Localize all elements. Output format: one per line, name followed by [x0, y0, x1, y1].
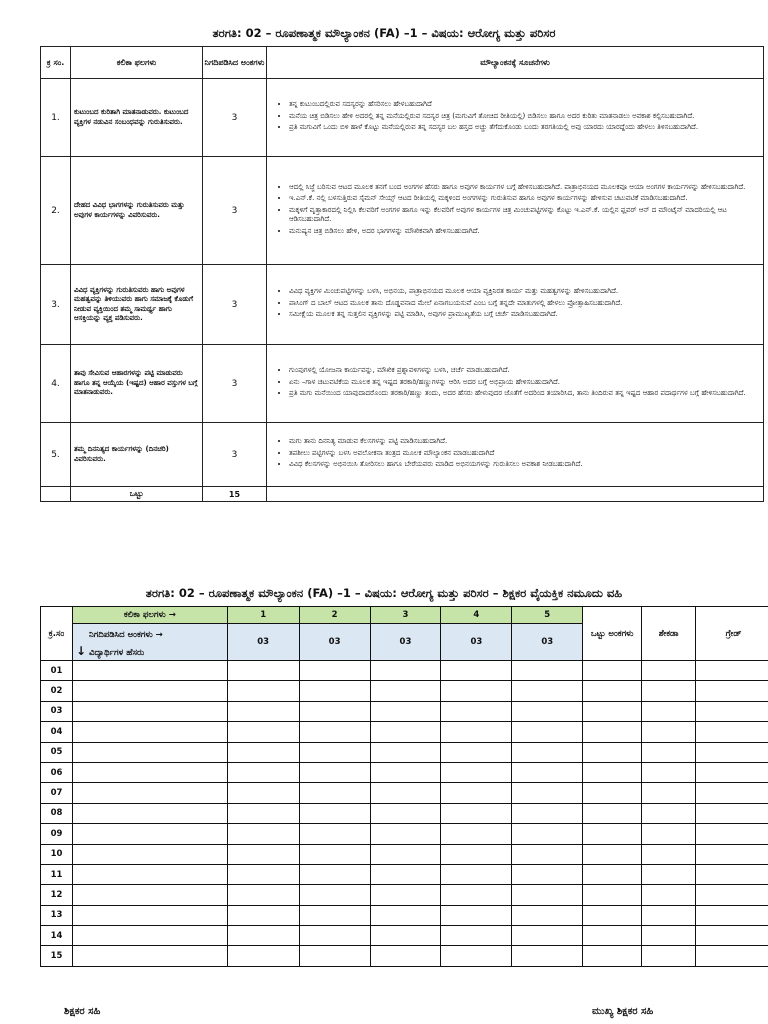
indicator-item: • ಗುಂಪುಗಳಲ್ಲಿ ಯೋಜನಾ ಕಾರ್ಯವನ್ನು, ಮೌಖಿಕ ಪ್ರಶ್ನಾವಳಿಗಳನ್ನು ಬಳಸಿ, ಚರ್ಚೆ ಮಾಡಬಹುದಾಗಿದೆ.: [289, 366, 759, 375]
score-cell[interactable]: [583, 905, 642, 925]
row-number: 11: [41, 864, 73, 884]
indicator-item: • ಮನುಷ್ಯನ ಚಿತ್ರ ಬಿಡಿಸಲು ಹೇಳಿ, ಅದರ ಭಾಗಗಳನ್ನು ಮೌಖಿಕವಾಗಿ ಹೇಳಿಸಬಹುದಾಗಿದೆ.: [289, 227, 759, 236]
student-name-cell[interactable]: [72, 722, 227, 742]
score-cell[interactable]: [696, 701, 768, 721]
row-number: 10: [41, 844, 73, 864]
score-cell[interactable]: [642, 946, 696, 966]
score-cell[interactable]: [583, 742, 642, 762]
indicator-list: [267, 364, 763, 402]
score-cell[interactable]: [370, 661, 441, 681]
student-row: [41, 905, 768, 925]
score-cell[interactable]: [370, 926, 441, 946]
score-cell[interactable]: [696, 905, 768, 925]
student-name-cell[interactable]: [72, 701, 227, 721]
score-cell[interactable]: [227, 803, 299, 823]
allotted-marks: 3: [203, 345, 267, 423]
score-cell[interactable]: [583, 803, 642, 823]
indicator-item: • ಏನು –ಗಾಳ ಚಟುವಟಿಕೆಯ ಮೂಲಕ ತನ್ನ ಇಷ್ಟದ ತರಕಾರಿ/ಹಣ್ಣುಗಳನ್ನು ಆರಿಸಿ ಅದರ ಬಗ್ಗೆ ಅಭಿಪ್ರಾಯ ಹೇಳಿಸಬಹುದಾಗಿದೆ.: [289, 378, 759, 387]
score-cell[interactable]: [696, 661, 768, 681]
score-cell[interactable]: [370, 824, 441, 844]
student-row: [41, 803, 768, 823]
assessment-indicators: [267, 157, 764, 265]
total-row: [41, 487, 764, 502]
names-label: ವಿದ್ಯಾರ್ಥಿಗಳ ಹೆಸರು: [89, 648, 145, 658]
score-cell[interactable]: [441, 824, 512, 844]
score-cell[interactable]: [696, 762, 768, 782]
allotted-marks: 3: [203, 79, 267, 157]
score-cell[interactable]: [370, 844, 441, 864]
student-name-cell[interactable]: [72, 824, 227, 844]
student-name-cell[interactable]: [72, 783, 227, 803]
score-cell[interactable]: [441, 742, 512, 762]
indicator-item: • ಮನೆಯ ಚಿತ್ರ ಬಿಡಿಸಲು ಹೇಳಿ ಅದರಲ್ಲಿ ತನ್ನ ಮನೆಯಲ್ಲಿರುವ ಸದಸ್ಯರ ಚಿತ್ರ (ಮಗುವಿಗೆ ತೋಚಿದ ರೀತಿಯಲ್ಲಿ) ಬಿಡಿಸಲು ಹಾಗೂ ಅದರ ಕುರಿತು ಮಾತನಾಡಲು ಅವಕಾಶ ಕಲ್ಪಿಸಬಹುದಾಗಿದೆ.: [289, 112, 759, 121]
score-cell[interactable]: [642, 681, 696, 701]
score-cell[interactable]: [512, 783, 583, 803]
row-number: 4.: [41, 345, 71, 423]
row-number: 06: [41, 762, 73, 782]
total-blank: [267, 487, 764, 502]
score-cell[interactable]: [441, 661, 512, 681]
score-cell[interactable]: [370, 885, 441, 905]
score-cell[interactable]: [642, 762, 696, 782]
score-cell[interactable]: [227, 946, 299, 966]
score-cell[interactable]: [227, 742, 299, 762]
score-cell[interactable]: [583, 926, 642, 946]
row-number: 3.: [41, 265, 71, 345]
learning-outcome: ಕುಟುಂಬದ ಕುರಿತಾಗಿ ಮಾತನಾಡುವರು. ಕುಟುಂಬದ ವ್ಯಕ್ತಿಗಳ ನಡುವಿನ ಸಂಬಂಧವನ್ನು ಗುರುತಿಸುವರು.: [71, 79, 203, 157]
score-cell[interactable]: [583, 844, 642, 864]
score-cell[interactable]: [370, 905, 441, 925]
row-number: 1.: [41, 79, 71, 157]
score-cell[interactable]: [512, 864, 583, 884]
student-name-cell[interactable]: [72, 681, 227, 701]
score-cell[interactable]: [583, 681, 642, 701]
student-row: [41, 742, 768, 762]
total-label: ಒಟ್ಟು: [71, 487, 203, 502]
score-cell[interactable]: [299, 946, 370, 966]
score-cell[interactable]: [512, 844, 583, 864]
student-name-cell[interactable]: [72, 762, 227, 782]
score-cell[interactable]: [512, 803, 583, 823]
allotted-marks: 3: [203, 265, 267, 345]
score-cell[interactable]: [512, 681, 583, 701]
allotted-marks: 03: [299, 624, 370, 661]
score-cell[interactable]: [299, 926, 370, 946]
score-cell[interactable]: [512, 946, 583, 966]
outcome-row: [41, 79, 764, 157]
score-cell[interactable]: [227, 681, 299, 701]
score-cell[interactable]: [227, 824, 299, 844]
score-cell[interactable]: [299, 885, 370, 905]
score-cell[interactable]: [642, 701, 696, 721]
student-name-cell[interactable]: [72, 864, 227, 884]
student-name-cell[interactable]: [72, 742, 227, 762]
student-name-cell[interactable]: [72, 803, 227, 823]
score-cell[interactable]: [696, 742, 768, 762]
score-cell[interactable]: [512, 926, 583, 946]
row-number: 5.: [41, 423, 71, 487]
score-cell[interactable]: [642, 824, 696, 844]
total-marks: 15: [203, 487, 267, 502]
score-cell[interactable]: [696, 885, 768, 905]
indicator-item: • ಆದಲ್ಲಿ ಸಿಜ್ಜೆ ಬರಿಸುವ ಆಟದ ಮೂಲಕ ತನಗೆ ಬಂದ ಅಂಗಗಳ ಹೆಸರು ಹಾಗೂ ಅವುಗಳ ಕಾರ್ಯಗಳ ಬಗ್ಗೆ ಹೇಳಿಸಬಹುದಾಗಿದೆ. ಪಾತ್ರಾಭಿನಯದ ಮೂಲಕವೂ ಆಯಾ ಅಂಗಗಳ ಕಾರ್ಯಗಳನ್ನು ಹೇಳಿಸಬಹುದಾಗಿದೆ.: [289, 183, 759, 192]
row-number: 04: [41, 722, 73, 742]
header-names-label: [76, 642, 227, 660]
row-number: 2.: [41, 157, 71, 265]
indicator-list: [267, 435, 763, 473]
score-cell[interactable]: [441, 701, 512, 721]
score-cell[interactable]: [441, 803, 512, 823]
score-cell[interactable]: [227, 926, 299, 946]
header-percent: ಶೇಕಡಾ: [642, 607, 696, 661]
header-grade: ಗ್ರೇಡ್: [696, 607, 768, 661]
indicator-list: [267, 98, 763, 136]
score-cell[interactable]: [696, 681, 768, 701]
indicator-item: • ಪ್ರತಿ ಮಗು ಮನೆಯಿಂದ ಯಾವುದಾದರೊಂದು ತರಕಾರಿ/ಹಣ್ಣು ತಂದು, ಅದರ ಹೆಸರು ಹೇಳುವುದರ ಜೊತೆಗೆ ಅದರಿಂದ ತಯಾರಿಸಿದ, ತಾನು ತಿಂದಿರುವ ತನ್ನ ಇಷ್ಟದ ಆಹಾರ ಪದಾರ್ಥಗಳ ಬಗ್ಗೆ ಹೇಳಿಸಬಹುದಾಗಿದೆ.: [289, 389, 759, 398]
score-cell[interactable]: [583, 946, 642, 966]
student-row: [41, 681, 768, 701]
student-row: [41, 701, 768, 721]
student-name-cell[interactable]: [72, 926, 227, 946]
assessment-indicators: [267, 79, 764, 157]
down-arrow-icon: ↓: [75, 644, 87, 658]
indicator-item: • ತಪಶೀಲು ಪಟ್ಟಿಗಳನ್ನು ಬಳಸಿ ಅವಲೋಕನಾ ತಂತ್ರದ ಮೂಲಕ ಮೌಲ್ಯಾಂಕನ ಮಾಡಬಹುದಾಗಿದೆ: [289, 449, 759, 458]
score-cell[interactable]: [227, 762, 299, 782]
allotted-marks: 3: [203, 157, 267, 265]
row-number: 03: [41, 701, 73, 721]
row-number: 14: [41, 926, 73, 946]
score-cell[interactable]: [512, 742, 583, 762]
score-cell[interactable]: [441, 722, 512, 742]
score-cell[interactable]: [441, 783, 512, 803]
marks-label: ನಿಗದಿಪಡಿಸಿದ ಅಂಕಗಳು →: [89, 630, 163, 640]
score-cell[interactable]: [370, 742, 441, 762]
score-cell[interactable]: [642, 864, 696, 884]
score-cell[interactable]: [227, 783, 299, 803]
row-number: 02: [41, 681, 73, 701]
score-cell[interactable]: [642, 661, 696, 681]
score-cell[interactable]: [370, 701, 441, 721]
student-row: [41, 783, 768, 803]
student-row: [41, 946, 768, 966]
student-row: [41, 926, 768, 946]
student-name-cell[interactable]: [72, 946, 227, 966]
outcome-number: 4: [441, 607, 512, 624]
score-cell[interactable]: [227, 661, 299, 681]
assessment-indicators: [267, 423, 764, 487]
assessment-indicators: [267, 265, 764, 345]
score-cell[interactable]: [299, 844, 370, 864]
row-number: 01: [41, 661, 73, 681]
score-cell[interactable]: [512, 905, 583, 925]
student-row: [41, 762, 768, 782]
score-cell[interactable]: [227, 885, 299, 905]
row-number: 07: [41, 783, 73, 803]
score-cell[interactable]: [441, 844, 512, 864]
assessment-indicators: [267, 345, 764, 423]
score-cell[interactable]: [583, 864, 642, 884]
indicator-item: • ಮಗು ತಾನು ದಿನನಿತ್ಯ ಮಾಡುವ ಕೆಲಸಗಳನ್ನು ಪಟ್ಟಿ ಮಾಡಿಸಬಹುದಾಗಿದೆ.: [289, 437, 759, 446]
student-name-cell[interactable]: [72, 661, 227, 681]
learning-outcome: ವಿವಿಧ ವ್ಯಕ್ತಿಗಳನ್ನು ಗುರುತಿಸುವರು ಹಾಗು ಅವುಗಳ ಮಹತ್ವವನ್ನು ತಿಳಿಯುವರು ಹಾಗು ಸಮಾಜಕ್ಕೆ ಕೊಡುಗೆ ನೀಡುವ ವ್ಯಕ್ತಿಯಿಂದ ತಮ್ಮ ಸಾಮರ್ಥ್ಯ ಹಾಗು ಆಸಕ್ತಿಯನ್ನು ವ್ಯಕ್ತ ಪಡಿಸುವರು.: [71, 265, 203, 345]
header-sno: ಕ್ರ ಸಂ.: [41, 47, 71, 79]
score-cell[interactable]: [696, 722, 768, 742]
score-cell[interactable]: [583, 722, 642, 742]
indicator-item: • ಪಾಸಿಂಗ್ ದ ಬಾಲ್ ಆಟದ ಮೂಲಕ ತಾನು ದೊಡ್ಡವನಾದ ಮೇಲೆ ಏನಾಗಬಯಸುವೆ ಎಂಬ ಬಗ್ಗೆ ತನ್ನದೇ ಮಾತುಗಳಲ್ಲಿ ಹೇಳಲು ಪ್ರೋತ್ಸಾಹಿಸಬಹುದಾಗಿದೆ.: [289, 299, 759, 308]
row-number: 13: [41, 905, 73, 925]
outcome-row: [41, 157, 764, 265]
score-cell[interactable]: [370, 681, 441, 701]
score-cell[interactable]: [642, 742, 696, 762]
allotted-marks: 03: [512, 624, 583, 661]
outcome-number: 1: [227, 607, 299, 624]
student-row: [41, 661, 768, 681]
score-cell[interactable]: [441, 885, 512, 905]
indicator-item: • ಇ.ಎನ್.ಕೆ. ನಲ್ಲಿ ಬಳಸುತ್ತಿರುವ ಸೈಮನ್ ಸೇಯ್ಸ್ ಆಟದ ರೀತಿಯಲ್ಲಿ ಮಕ್ಕಳಿಂದ ಅಂಗಗಳನ್ನು ಗುರುತಿಸುವ ಹಾಗೂ ಅವುಗಳ ಕಾರ್ಯಗಳನ್ನು ಹೇಳಿಸುವ ಚಟುವಟಿಕೆ ಮಾಡಿಸಬಹುದಾಗಿದೆ.: [289, 194, 759, 203]
learning-outcome: ತಮ್ಮ ದಿನನಿತ್ಯದ ಕಾರ್ಯಗಳನ್ನು (ದಿನಚರಿ) ವಿವರಿಸುವರು.: [71, 423, 203, 487]
student-rows: [41, 661, 768, 967]
teacher-signature-label: ಶಿಕ್ಷಕರ ಸಹಿ: [64, 1006, 101, 1017]
score-cell[interactable]: [299, 701, 370, 721]
allotted-marks: 3: [203, 423, 267, 487]
row-number: 08: [41, 803, 73, 823]
score-cell[interactable]: [299, 722, 370, 742]
head-teacher-signature-label: ಮುಖ್ಯ ಶಿಕ್ಷಕರ ಸಹಿ: [592, 1006, 654, 1017]
allotted-marks: 03: [370, 624, 441, 661]
learning-outcomes-table: [40, 46, 764, 502]
score-cell[interactable]: [696, 783, 768, 803]
score-cell[interactable]: [512, 701, 583, 721]
score-cell[interactable]: [370, 946, 441, 966]
student-name-cell[interactable]: [72, 905, 227, 925]
header-indicators: ಮೌಲ್ಯಾಂಕನಕ್ಕೆ ಸೂಚನೆಗಳು: [267, 47, 764, 79]
score-cell[interactable]: [299, 905, 370, 925]
student-row: [41, 824, 768, 844]
header-marks-label: [76, 624, 227, 642]
student-name-cell[interactable]: [72, 844, 227, 864]
score-cell[interactable]: [441, 926, 512, 946]
score-cell[interactable]: [299, 681, 370, 701]
score-cell[interactable]: [299, 864, 370, 884]
header-outcomes: ಕಲಿಕಾ ಫಲಗಳು →: [72, 607, 227, 624]
student-record-table: [40, 606, 768, 967]
outcome-number: 3: [370, 607, 441, 624]
student-row: [41, 844, 768, 864]
score-cell[interactable]: [299, 803, 370, 823]
outcome-row: [41, 265, 764, 345]
row-number: 05: [41, 742, 73, 762]
score-cell[interactable]: [370, 864, 441, 884]
score-cell[interactable]: [370, 722, 441, 742]
score-cell[interactable]: [299, 742, 370, 762]
score-cell[interactable]: [441, 946, 512, 966]
score-cell[interactable]: [696, 926, 768, 946]
header-marks: ನಿಗದಿಪಡಿಸಿದ ಅಂಕಗಳು: [203, 47, 267, 79]
score-cell[interactable]: [642, 783, 696, 803]
indicator-item: • ಸಮೀಕ್ಷೆಯ ಮೂಲಕ ತನ್ನ ಸುತ್ತಲಿನ ವ್ಯಕ್ತಿಗಳನ್ನು ಪಟ್ಟಿ ಮಾಡಿಸಿ, ಅವುಗಳ ಪ್ರಾಮುಖ್ಯತೆಯ ಬಗ್ಗೆ ಚರ್ಚೆ ಮಾಡಿಸಬಹುದಾಗಿದೆ.: [289, 310, 759, 319]
score-cell[interactable]: [370, 783, 441, 803]
indicator-item: • ಮಕ್ಕಳಿಗೆ ವೃತ್ತಾಕಾರದಲ್ಲಿ ನಿಲ್ಲಿಸಿ ಕೆಲವರಿಗೆ ಅಂಗಗಳ ಹಾಗೂ ಇನ್ನು ಕೆಲವರಿಗೆ ಅವುಗಳ ಕಾರ್ಯಗಳ ಚಿತ್ರ ಮಿಂಚುಪಟ್ಟಿಗಳನ್ನು ಕೊಟ್ಟು ಇ.ಎನ್.ಕೆ. ಯಲ್ಲಿನ ಫ್ಲವರ್ ಆನ್ ದ ಮೌಂಟೈನ್ ಮಾದರಿಯಲ್ಲಿ ಆಟ ಆಡಿಸಬಹುದಾಗಿದೆ.: [289, 206, 759, 225]
score-cell[interactable]: [642, 803, 696, 823]
score-cell[interactable]: [642, 926, 696, 946]
student-row: [41, 864, 768, 884]
allotted-marks: 03: [441, 624, 512, 661]
score-cell[interactable]: [696, 824, 768, 844]
student-row: [41, 722, 768, 742]
score-cell[interactable]: [227, 701, 299, 721]
score-cell[interactable]: [299, 824, 370, 844]
score-cell[interactable]: [642, 722, 696, 742]
score-cell[interactable]: [441, 681, 512, 701]
score-cell[interactable]: [227, 844, 299, 864]
score-cell[interactable]: [370, 762, 441, 782]
allotted-marks: 03: [227, 624, 299, 661]
score-cell[interactable]: [512, 885, 583, 905]
learning-outcome: ತಾವು ಸೇವಿಸುವ ಆಹಾರಗಳನ್ನು ಪಟ್ಟಿ ಮಾಡುವರು ಹಾಗೂ ತನ್ನ ಆಯ್ಕೆಯ (ಇಷ್ಟದ) ಆಹಾರ ವಸ್ತುಗಳ ಬಗ್ಗೆ ಮಾತನಾಡುವರು.: [71, 345, 203, 423]
indicator-item: • ತನ್ನ ಕುಟುಂಬದಲ್ಲಿರುವ ಸದಸ್ಯರನ್ನು ಹೆಸರಿಸಲು ಹೇಳಬಹುದಾಗಿದೆ: [289, 100, 759, 109]
score-cell[interactable]: [583, 824, 642, 844]
score-cell[interactable]: [512, 722, 583, 742]
score-cell[interactable]: [583, 661, 642, 681]
header-outcome: ಕಲಿಕಾ ಫಲಗಳು: [71, 47, 203, 79]
score-cell[interactable]: [512, 824, 583, 844]
table1-title: ತರಗತಿ: 02 – ರೂಪಣಾತ್ಮಕ ಮೌಲ್ಯಾಂಕನ (FA) –1 – ವಿಷಯ: ಆರೋಗ್ಯ ಮತ್ತು ಪರಿಸರ: [212, 26, 556, 40]
student-row: [41, 885, 768, 905]
outcome-number: 2: [299, 607, 370, 624]
score-cell[interactable]: [227, 905, 299, 925]
score-cell[interactable]: [696, 864, 768, 884]
outcome-row: [41, 345, 764, 423]
score-cell[interactable]: [642, 885, 696, 905]
row-number: 12: [41, 885, 73, 905]
score-cell[interactable]: [512, 661, 583, 681]
score-cell[interactable]: [642, 905, 696, 925]
learning-outcome: ದೇಹದ ವಿವಿಧ ಭಾಗಗಳನ್ನು ಗುರುತಿಸುವರು ಮತ್ತು ಅವುಗಳ ಕಾರ್ಯಗಳನ್ನು ವಿವರಿಸುವರು.: [71, 157, 203, 265]
score-cell[interactable]: [583, 783, 642, 803]
score-cell[interactable]: [441, 762, 512, 782]
score-cell[interactable]: [441, 905, 512, 925]
score-cell[interactable]: [299, 661, 370, 681]
score-cell[interactable]: [227, 722, 299, 742]
total-spacer: [41, 487, 71, 502]
score-cell[interactable]: [512, 762, 583, 782]
indicator-item: • ವಿವಿಧ ಕೆಲಸಗಳನ್ನು ಅಭಿನಯಿಸಿ ತೋರಿಸಲು ಹಾಗೂ ಬೇರೆಯವರು ಮಾಡಿದ ಅಭಿನಯಗಳನ್ನು ಗುರುತಿಸಲು ಅವಕಾಶ ನೀಡಬಹುದಾಗಿದೆ.: [289, 460, 759, 469]
indicator-item: • ವಿವಿಧ ವ್ಯಕ್ತಿಗಳ ಮಿಂಚುಪಟ್ಟಿಗಳನ್ನು ಬಳಸಿ, ಅಭಿನಯ, ಪಾತ್ರಾಭಿನಯದ ಮೂಲಕ ಆಯಾ ವ್ಯಕ್ತಿನಿರತ ಕಾರ್ಯ ಮತ್ತು ಮಹತ್ವಗಳನ್ನು ಹೇಳಿಸಬಹುದಾಗಿದೆ.: [289, 287, 759, 296]
student-name-cell[interactable]: [72, 885, 227, 905]
indicator-list: [267, 285, 763, 323]
score-cell[interactable]: [696, 844, 768, 864]
indicator-item: • ಪ್ರತಿ ಮಗುವಿಗೆ ಒಂದು ಬಿಳಿ ಹಾಳೆ ಕೊಟ್ಟು ಮನೆಯಲ್ಲಿರುವ ತನ್ನ ಸದಸ್ಯರ ಬಲ ಹಸ್ತದ ಅಚ್ಚು ತೆಗೆದುಕೊಂಡು ಬಂದು ತರಗತಿಯಲ್ಲಿ ಅವು ಯಾರದು ಯಾರದ್ದೆಂದು ಹೇಳಲು ತಿಳಿಸಬಹುದಾಗಿದೆ.: [289, 123, 759, 132]
score-cell[interactable]: [696, 946, 768, 966]
score-cell[interactable]: [583, 701, 642, 721]
header-sno: ಕ್ರ.ಸಂ: [41, 607, 73, 661]
score-cell[interactable]: [227, 864, 299, 884]
table2-title: ತರಗತಿ: 02 – ರೂಪಣಾತ್ಮಕ ಮೌಲ್ಯಾಂಕನ (FA) –1 – ವಿಷಯ: ಆರೋಗ್ಯ ಮತ್ತು ಪರಿಸರ – ಶಿಕ್ಷಕರ ವೈಯಕ್ತಿಕ ನಮೂದು ವಹಿ: [145, 586, 623, 600]
indicator-list: [267, 181, 763, 240]
score-cell[interactable]: [370, 803, 441, 823]
score-cell[interactable]: [696, 803, 768, 823]
outcomes-body: [41, 79, 764, 502]
outcome-row: [41, 423, 764, 487]
header-marks-names: [72, 624, 227, 661]
score-cell[interactable]: [583, 885, 642, 905]
outcome-number: 5: [512, 607, 583, 624]
score-cell[interactable]: [583, 762, 642, 782]
row-number: 09: [41, 824, 73, 844]
score-cell[interactable]: [299, 762, 370, 782]
score-cell[interactable]: [299, 783, 370, 803]
score-cell[interactable]: [441, 864, 512, 884]
score-cell[interactable]: [642, 844, 696, 864]
row-number: 15: [41, 946, 73, 966]
header-total: ಒಟ್ಟು ಅಂಕಗಳು: [583, 607, 642, 661]
